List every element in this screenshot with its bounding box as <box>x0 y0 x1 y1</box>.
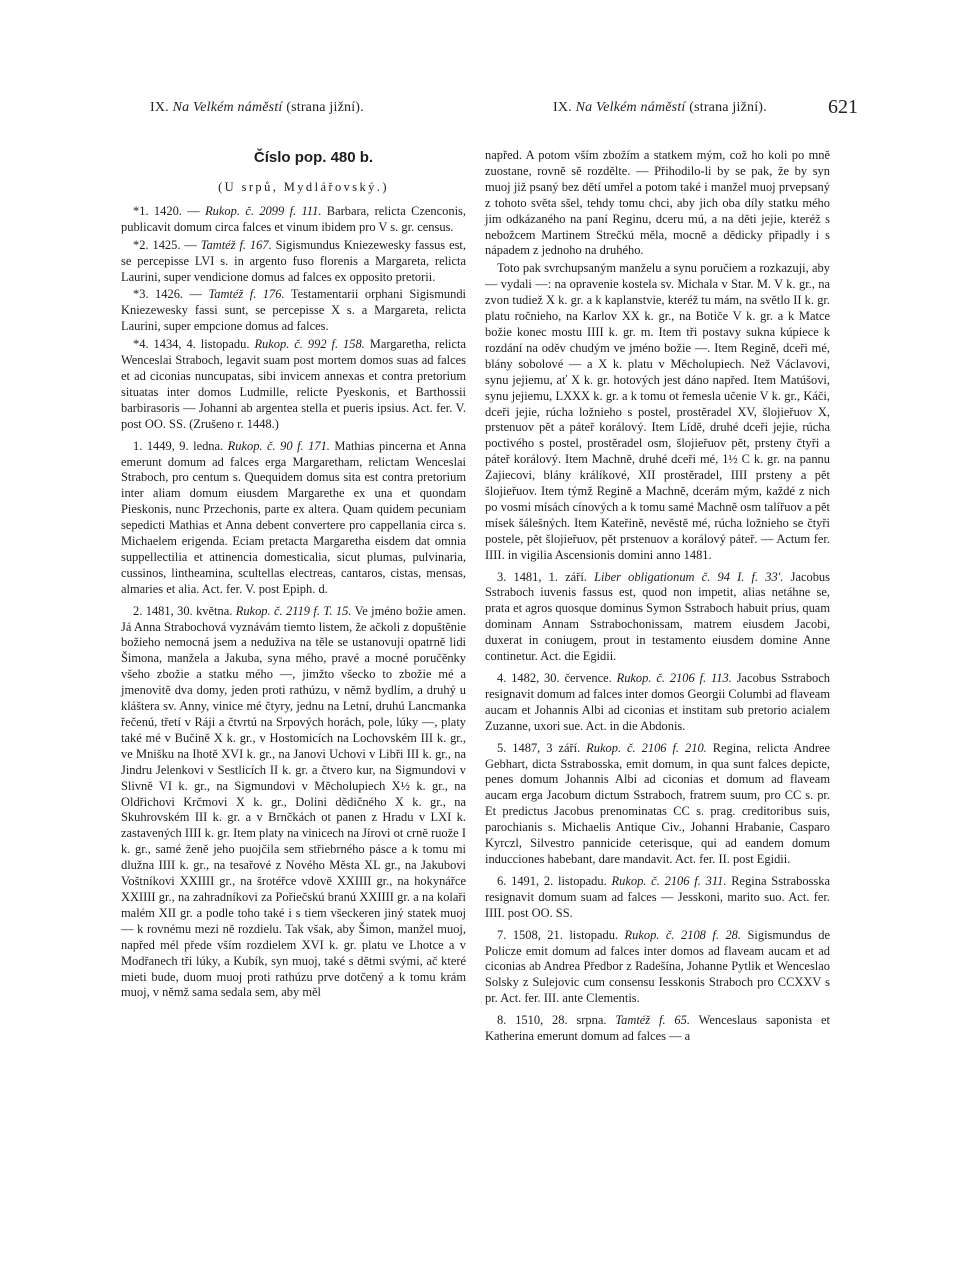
entry-body: Jacobus Sstraboch resignavit domum ad falces inter domos Georgii Columbi ad flaveam aucam et Johannis Albi ad ciconias et institam sub pretorio acialem Zuzanne, uxori sue. Act. in die Abdonis. <box>485 671 830 733</box>
running-head-right-title: Na Velkém náměstí <box>575 100 686 115</box>
section-subtitle: (U srpů, Mydlářovský.) <box>218 180 389 194</box>
entry-body: Margaretha, relicta Wenceslai Straboch, legavit suam post mortem domos suas ad falces et ad ciconias nuncupatas, sibi invicem annexas et contra pretorium situatas inter domos Ludmille, relicte Pyeskonis, et Barthossii barbirasoris — Johanni ab argentea stella et pueris ipsius. Act. fer. V. post OO. SS. (Zrušeno r. 1448.) <box>121 337 466 431</box>
entry-body: Testamentarii orphani Sigismundi Kniezewesky fassi sunt, se percepisse X s. a Margareta, relicta Laurini, super empcione domus ad falces. <box>121 287 467 334</box>
bequest-paragraph: Toto pak svrchupsaným manželu a synu poručiem a rozkazuji, aby — vydali —: na opravenie kostela sv. Michala v Star. M. V k. gr., na zvon tudiež X k. gr. a k kaplanstvie, kteréž tu mám, na světlo II k. gr. platu ročnieho, na Karlov XX k. gr., na Botiče V k. gr. a k Matce božie konec mostu IIII k. gr. m. Item tři postavy sukna kúpiece k rozdání na oděv chudým ve jméno božie —. Item Regině, dceři mé, blány sobolové — a X k. platu v Měcholupiech. Než Václavovi, synu jejiemu, ať X k. gr. hotových jest dáno napřed. Item Matúšovi, synu jejiemu, LXXX k. gr. a k tomu ot řemesla učenie V k. gr., Káči, dceři jejie, rúcha ložnieho s postel, prostěradel XV, šlojieřuov X, prstenuov pět a páteř korálový. Item Lídě, druhé dceři jejie, rúcha poctivého s postel, prostěradel osm, šlojieřuov pět, prsteny čtyři a páteř korálový. Item Machně, druhé dceři mé, 1½ C k. gr. na pannu Zajiecovi, blány králíkové, XII prostěradel, IIII prsteny a pět šlojieřuov. Item týmž Regině a Machně, dcerám mým, každé z nich po vosmi mísách cínových a k tomu samé Machně osm talířuov a pět mísek šálešných. Item Kateřině, nevěstě mé, rúcha ložnieho se čtyři postele, pět šlojieřuov, pět prstenuov a korálový páteř. — Actum fer. IIII. in vigilia Ascensionis domini anno 1481. <box>485 261 830 562</box>
entry-lead: 1. 1449, 9. ledna. <box>133 438 228 453</box>
running-head-left <box>150 100 364 116</box>
entry-paragraph <box>121 238 466 286</box>
entry-lead: 7. 1508, 21. listopadu. <box>497 927 625 942</box>
entry-lead: 6. 1491, 2. listopadu. <box>497 873 612 888</box>
entry-citation: Rukop. č. 2106 f. 210. <box>586 740 707 755</box>
entry-lead: 4. 1482, 30. července. <box>497 671 617 685</box>
section-title: Číslo pop. 480 b. <box>253 149 374 166</box>
running-head-right-suffix: (strana jižní). <box>685 100 767 115</box>
entry-paragraph <box>485 928 830 1008</box>
running-head-left-prefix: IX. <box>150 100 173 115</box>
entry-body: Sigismundus Kniezewesky fassus est, se percepisse LVI s. in argento fuso florenis a Margareta, relicta Laurini, super vendicione domus ad falces ex opposito pretorii. <box>121 237 466 284</box>
entry-paragraph <box>485 741 830 868</box>
entry-citation: Tamtéž f. 176. <box>208 287 285 302</box>
running-head-right-prefix: IX. <box>553 100 576 115</box>
entry-citation: Liber obligationum č. 94 I. f. 33'. <box>594 569 784 584</box>
entry-lead: 5. 1487, 3 září. <box>497 740 587 755</box>
entry-body: Regina Sstrabosska resignavit domum suam ad falces — Jesskoni, marito suo. Act. fer. IIII. post OO. SS. <box>485 873 831 920</box>
entry-lead: 3. 1481, 1. září. <box>497 569 595 584</box>
entry-body: Ve jméno božie amen. Já Anna Strabochová vyznávám tiemto listem, že ačkoli z dopuštěnie božieho nemocná jsem a neduživa na těle se ustanovuji opatrně lidi Šimona, manžela a Jakuba, syna mého, pravé a mocné poručěnky všeho zbožie a statku mého —, jimžto všecko to zbožie mé a jmenovitě dva domy, jeden proti rathúzu, v němž bydlím, a druhý u kláštera sv. Anny, vinice mé čtyry, jednu na Letní, druhú Lancmanka řečenú, třetí v Ráji a čtvrtú na Srpových horách, pole, lúky —, platy také mé v Bučině X k. gr., v Hostomicích na Lochovském III k. gr., ve Mnišku na Ihotě XVI k. gr., na Janovi Uchovi v Libři III k. gr., na Jindru Jelenkovi v Sestlicích II k. gr. a čtvero kur, na Sigmundovi v Slivně VI k. gr., na Sigmundovi v Měcholupiech X½ k. gr., na Oldřichovi Krčmovi X k. gr., Dolini dědičného X k. gr., na Skuhrovském III k. gr. a v Brnčkách ot panen z Hradu v LXI k. zastavených IIII k. gr. Item platy na vinicech na Jírovi ot crně ruože I k. gr., samé ženě jeho puojčila sem střiebrného pásce a k tomu mi dlužna IIII k. gr., na tesařové z Nového Města XL gr., na Jakubovi Voštníkovi XXIIII gr., na šrotéřce vdově XXIIII gr., na hokynářce XXIIII gr., na zahradníkovi za Pořiečskú branú XXIIII gr. a na kolaři malém XII gr. a podle toho také i s tiem všeckeren jiný statek muoj — k rovnému mezi ně rozdielu. Tak však, aby Šimon, manžel muoj, napřed mél přede vším rozdielem XVI k. gr. platu ve Lhotce a v Modřanech tři lúky, a Kubík, syn muoj, také s dětmi svými, ač které mieti bude, duom muoj proti rathúzu prve dotčený a k tomu krám muoj, v němž sama sedala sem, aby měl <box>121 603 466 1000</box>
entry-citation: Rukop. č. 90 f. 171. <box>227 438 330 453</box>
right-column <box>485 148 830 1045</box>
running-head-left-title: Na Velkém náměstí <box>172 100 283 115</box>
entry-citation: Rukop. č. 2108 f. 28. <box>624 927 741 942</box>
entry-lead: *4. 1434, 4. listopadu. <box>133 337 255 352</box>
entry-citation: Rukop. č. 2099 f. 111. <box>205 203 322 218</box>
entry-lead: 8. 1510, 28. srpna. <box>497 1013 616 1028</box>
running-head-right <box>553 100 767 116</box>
entry-lead: *1. 1420. — <box>133 203 206 218</box>
entry-paragraph <box>485 671 830 735</box>
entry-citation: Tamtéž f. 65. <box>615 1013 690 1028</box>
entry-lead: *3. 1426. — <box>133 287 209 302</box>
entry-paragraph <box>485 874 830 922</box>
entry-body: Sigismundus de Policze emit domum ad falces inter domos ad flaveam aucam et ad ciconias ab Andrea Předbor z Radešína, Johanne Pytlik et Wenceslao Solsky z Sulejovic cum consensu Iesskonis Straboch pro CCXXV s pr. Act. fer. III. ante Clementis. <box>485 927 830 1006</box>
entry-paragraph <box>485 1013 830 1045</box>
entry-paragraph <box>121 439 466 598</box>
entry-body: Regina, relicta Andree Gebhart, dicta Sstrabosska, emit domum, in qua sunt falces depicte, penes domum Johannis Albi ad ciconias et domum ad flaveam aucam erga Jacobum dictum Sstraboch, fratrem suum, pro CC s. pr. Et predictus Jacobus prenominatas CC s. prag. creditoribus suis, parochianis s. Michaelis Antique Civ., Johanni Hrabanie, Casparo Kyrczl, Silvestro pannicide ceterisque, qui ad eandem domum inducciones habebant, dare mandavit. Act. fer. II. post Egidii. <box>485 740 831 866</box>
entry-citation: Rukop. č. 2106 f. 113. <box>616 671 732 685</box>
entry-lead: *2. 1425. — <box>133 237 201 252</box>
continuation-paragraph: napřed. A potom vším zbožím a statkem mým, což ho koli po mně zuostane, rovně sě rozdělte. — Přihodilo-li by se pak, že by syn muoj již psaný bez dětí umřel a potom také i manžel muoj prvepsaný z tohoto světa sšel, tehdy tomu chci, aby jich oba díly statku mého jim odkázaného na paní Reginu, dceru mú, a na děti jejie, kteréž s nebožcem Martinem Strečkú měla, mocně a dědicky připadly i s nápadem z jednoho na druhého. <box>485 148 830 258</box>
entry-citation: Rukop. č. 992 f. 158. <box>254 337 365 352</box>
entry-paragraph <box>485 570 830 665</box>
entry-paragraph <box>121 204 466 236</box>
entry-paragraph <box>121 337 466 432</box>
entry-paragraph <box>121 604 466 1002</box>
entry-body: Wenceslaus saponista et Katherina emerunt domum ad falces — a <box>485 1013 830 1044</box>
running-head-left-suffix: (strana jižní). <box>282 100 364 115</box>
entry-citation: Rukop. č. 2106 f. 311. <box>611 873 727 888</box>
entry-citation: Rukop. č. 2119 f. T. 15. <box>235 603 352 618</box>
entry-body: Barbara, relicta Czenconis, publicavit domum circa falces et vinum ibidem pro V s. gr. census. <box>121 203 466 234</box>
left-column <box>121 148 466 1001</box>
entry-body: Jacobus Sstraboch iuvenis fassus est, quod non impetit, alias netáhne se, prata et agros quosque dominus Symon Sstraboch habuit prius, quam dominam Annam Sstrabochonissam, matrem eiusdem Jacobi, duxerat in coniugem, prout in testamento eiusdem domine Anne continetur. Act. die Egidii. <box>485 569 830 664</box>
entry-citation: Tamtéž f. 167. <box>200 237 272 252</box>
entry-paragraph <box>121 287 466 335</box>
entry-lead: 2. 1481, 30. května. <box>133 603 236 618</box>
page-number: 621 <box>828 96 858 118</box>
entry-body: Mathias pincerna et Anna emerunt domum ad falces erga Margaretham, relictam Wenceslai Straboch, pro centum s. Quequidem domus sita est contra pretorium inter aliam domum eiusdem Margarethe ex una et quondam Pieskonis, nunc Przechonis, parte ex altera. Quam quidem pecuniam sepedicti Mathias et Anna debent convertere pro cappellania circa s. Michaelem erigenda. Eciam pretacta Margaretha eisdem dat omnia suppellectilia et attinencia domesticalia, sicut plumas, pulvinaria, cussinos, lintheamina, scultellas electreas, cantaros, cistas, mensas, almaries et alia. Act. fer. V. post Epiph. d. <box>121 438 466 596</box>
